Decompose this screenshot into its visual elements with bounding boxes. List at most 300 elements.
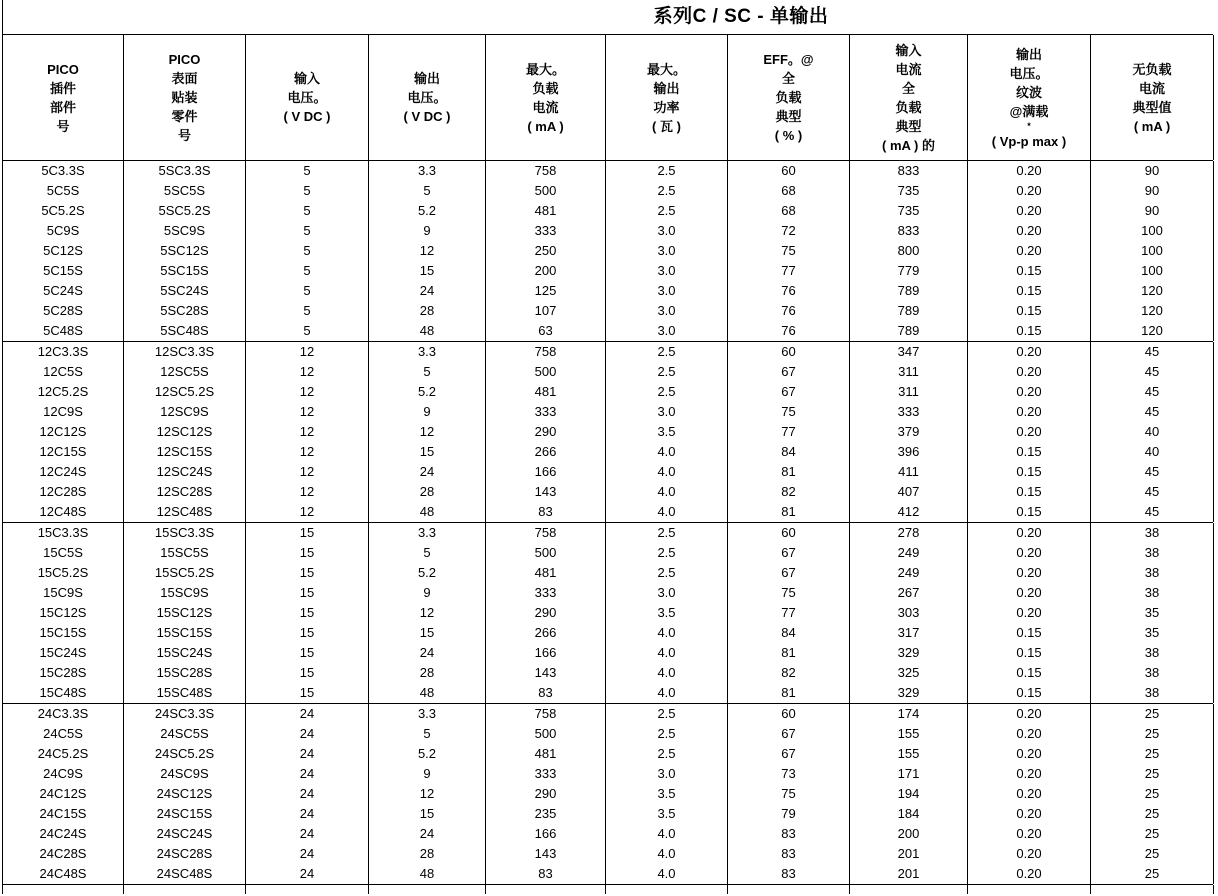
cell: 4.0 — [606, 643, 728, 663]
cell: 5 — [369, 724, 486, 744]
cell: 166 — [486, 462, 606, 482]
cell: 63 — [486, 321, 606, 341]
cell: 24 — [246, 844, 369, 864]
cell: 24 — [369, 824, 486, 844]
voltage-group-24v — [2, 703, 1213, 884]
empty-cell — [728, 885, 850, 894]
cell: 333 — [486, 583, 606, 603]
cell: 4.0 — [606, 462, 728, 482]
cell: 12 — [246, 442, 369, 462]
cell: 75 — [728, 784, 850, 804]
cell: 5C3.3S — [3, 161, 124, 181]
cell: 2.5 — [606, 523, 728, 543]
cell: 24 — [246, 784, 369, 804]
cell: 800 — [850, 241, 968, 261]
cell: 15C3.3S — [3, 523, 124, 543]
cell: 4.0 — [606, 482, 728, 502]
cell: 15SC28S — [124, 663, 246, 683]
cell: 0.20 — [968, 362, 1091, 382]
table-row — [2, 382, 1213, 402]
cell: 120 — [1091, 321, 1214, 341]
cell: 735 — [850, 201, 968, 221]
cell: 379 — [850, 422, 968, 442]
cell: 15SC5S — [124, 543, 246, 563]
cell: 24 — [369, 462, 486, 482]
cell: 5 — [246, 181, 369, 201]
cell: 2.5 — [606, 201, 728, 221]
header-line: 输出 — [413, 71, 440, 86]
table-row — [2, 563, 1213, 583]
table-row — [2, 221, 1213, 241]
cell: 235 — [486, 804, 606, 824]
cell: 67 — [728, 563, 850, 583]
cell: 3.0 — [606, 583, 728, 603]
cell: 249 — [850, 543, 968, 563]
cell: 201 — [850, 844, 968, 864]
table-row — [2, 422, 1213, 442]
column-header-max-output-power — [606, 35, 728, 160]
table-row — [2, 543, 1213, 563]
cell: 290 — [486, 784, 606, 804]
cell: 3.0 — [606, 321, 728, 341]
cell: 3.5 — [606, 804, 728, 824]
cell: 76 — [728, 281, 850, 301]
header-line: PICO — [168, 52, 201, 67]
cell: 25 — [1091, 824, 1214, 844]
cell: 24 — [369, 643, 486, 663]
cell: 15 — [246, 523, 369, 543]
cell: 60 — [728, 342, 850, 362]
cell: 12SC9S — [124, 402, 246, 422]
cell: 5SC24S — [124, 281, 246, 301]
table-row — [2, 462, 1213, 482]
cell: 15SC48S — [124, 683, 246, 703]
table-row — [2, 583, 1213, 603]
header-line: @满载 — [1009, 103, 1049, 119]
cell: 481 — [486, 744, 606, 764]
cell: 77 — [728, 422, 850, 442]
cell: 481 — [486, 201, 606, 221]
header-line: ( V DC ) — [283, 109, 331, 124]
table-row — [2, 744, 1213, 764]
cell: 15 — [369, 804, 486, 824]
cell: 12C5.2S — [3, 382, 124, 402]
cell: 24SC5.2S — [124, 744, 246, 764]
column-header-output-voltage — [369, 35, 486, 160]
cell: 0.20 — [968, 764, 1091, 784]
column-header-pico-plugin-part-number — [3, 35, 124, 160]
cell: 166 — [486, 643, 606, 663]
cell: 5.2 — [369, 382, 486, 402]
empty-cell — [246, 885, 369, 894]
header-line: 部件 — [49, 99, 76, 115]
cell: 15SC3.3S — [124, 523, 246, 543]
cell: 0.20 — [968, 844, 1091, 864]
cell: 82 — [728, 482, 850, 502]
table-row — [2, 201, 1213, 221]
cell: 194 — [850, 784, 968, 804]
table-row — [2, 864, 1213, 884]
cell: 15C15S — [3, 623, 124, 643]
table-row — [2, 402, 1213, 422]
header-line: 电压。 — [407, 90, 447, 105]
cell: 3.0 — [606, 402, 728, 422]
cell: 200 — [486, 261, 606, 281]
header-line: ( V DC ) — [403, 109, 451, 124]
cell: 38 — [1091, 683, 1214, 703]
cell: 15 — [246, 583, 369, 603]
cell: 0.20 — [968, 382, 1091, 402]
table-row — [2, 603, 1213, 623]
cell: 347 — [850, 342, 968, 362]
cell: 5C24S — [3, 281, 124, 301]
cell: 266 — [486, 623, 606, 643]
cell: 0.20 — [968, 161, 1091, 181]
cell: 24C24S — [3, 824, 124, 844]
cell: 79 — [728, 804, 850, 824]
table-header-row — [2, 35, 1213, 161]
header-line: ( mA ) — [1133, 118, 1171, 134]
cell: 317 — [850, 623, 968, 643]
cell: 0.15 — [968, 281, 1091, 301]
cell: 329 — [850, 683, 968, 703]
cell: 329 — [850, 643, 968, 663]
empty-cell — [3, 885, 124, 894]
cell: 0.15 — [968, 623, 1091, 643]
cell: 290 — [486, 603, 606, 623]
cell: 12 — [246, 342, 369, 362]
cell: 5SC9S — [124, 221, 246, 241]
cell: 311 — [850, 382, 968, 402]
cell: 12 — [246, 482, 369, 502]
cell: 5C5.2S — [3, 201, 124, 221]
cell: 68 — [728, 181, 850, 201]
cell: 0.15 — [968, 442, 1091, 462]
cell: 200 — [850, 824, 968, 844]
header-line: ( 瓦 ) — [652, 118, 681, 134]
cell: 12SC28S — [124, 482, 246, 502]
table-row — [2, 704, 1213, 724]
header-line: 负载 — [775, 90, 802, 105]
cell: 758 — [486, 704, 606, 724]
cell: 4.0 — [606, 824, 728, 844]
cell: 24 — [246, 824, 369, 844]
cell: 40 — [1091, 442, 1214, 462]
cell: 2.5 — [606, 724, 728, 744]
cell: 28 — [369, 301, 486, 321]
table-row — [2, 482, 1213, 502]
empty-cell — [1091, 885, 1214, 894]
cell: 5 — [246, 241, 369, 261]
cell: 333 — [486, 402, 606, 422]
empty-cell — [850, 885, 968, 894]
cell: 90 — [1091, 161, 1214, 181]
cell: 166 — [486, 824, 606, 844]
column-header-efficiency-full-load — [728, 35, 850, 160]
header-line: 电压。 — [287, 90, 327, 105]
cell: 25 — [1091, 704, 1214, 724]
cell: 84 — [728, 442, 850, 462]
cell: 396 — [850, 442, 968, 462]
cell: 38 — [1091, 543, 1214, 563]
cell: 833 — [850, 221, 968, 241]
cell: 5C15S — [3, 261, 124, 281]
cell: 5C12S — [3, 241, 124, 261]
cell: 83 — [486, 683, 606, 703]
cell: 12 — [246, 422, 369, 442]
table-row — [2, 161, 1213, 181]
header-line: 号 — [56, 118, 70, 134]
cell: 5.2 — [369, 563, 486, 583]
cell: 15 — [246, 603, 369, 623]
cell: 12 — [246, 462, 369, 482]
cell: 81 — [728, 683, 850, 703]
header-line: 最大。 — [525, 61, 565, 77]
cell: 0.20 — [968, 342, 1091, 362]
cell: 83 — [486, 502, 606, 522]
cell: 0.15 — [968, 462, 1091, 482]
table-row — [2, 523, 1213, 543]
cell: 0.15 — [968, 482, 1091, 502]
cell: 12C28S — [3, 482, 124, 502]
cell: 9 — [369, 583, 486, 603]
cell: 481 — [486, 382, 606, 402]
cell: 201 — [850, 864, 968, 884]
cell: 3.3 — [369, 342, 486, 362]
cell: 25 — [1091, 724, 1214, 744]
cell: 72 — [728, 221, 850, 241]
cell: 15SC15S — [124, 623, 246, 643]
cell: 0.20 — [968, 523, 1091, 543]
cell: 5SC28S — [124, 301, 246, 321]
cell: 0.20 — [968, 804, 1091, 824]
cell: 12SC24S — [124, 462, 246, 482]
cell: 333 — [850, 402, 968, 422]
cell: 15 — [246, 683, 369, 703]
cell: 75 — [728, 241, 850, 261]
cell: 143 — [486, 663, 606, 683]
cell: 12SC12S — [124, 422, 246, 442]
header-line: 输入 — [895, 42, 922, 58]
header-line: ( mA ) — [527, 118, 564, 134]
header-line: 典型值 — [1132, 99, 1172, 115]
header-line: ( mA ) 的 — [882, 137, 935, 153]
cell: 24C15S — [3, 804, 124, 824]
cell: 15C5.2S — [3, 563, 124, 583]
partial-row-cut-off — [2, 884, 1213, 894]
cell: 278 — [850, 523, 968, 543]
cell: 77 — [728, 261, 850, 281]
cell: 25 — [1091, 844, 1214, 864]
cell: 184 — [850, 804, 968, 824]
cell: 735 — [850, 181, 968, 201]
table-row — [2, 502, 1213, 522]
cell: 4.0 — [606, 442, 728, 462]
header-line: 典型 — [775, 109, 802, 124]
header-line: 全 — [781, 71, 795, 86]
cell: 15 — [369, 442, 486, 462]
cell: 45 — [1091, 502, 1214, 522]
cell: 76 — [728, 301, 850, 321]
cell: 174 — [850, 704, 968, 724]
cell: 5SC5S — [124, 181, 246, 201]
cell: 3.0 — [606, 261, 728, 281]
cell: 2.5 — [606, 181, 728, 201]
cell: 100 — [1091, 241, 1214, 261]
cell: 0.20 — [968, 241, 1091, 261]
cell: 45 — [1091, 402, 1214, 422]
cell: 25 — [1091, 804, 1214, 824]
cell: 333 — [486, 221, 606, 241]
cell: 15SC12S — [124, 603, 246, 623]
cell: 45 — [1091, 462, 1214, 482]
cell: 24C28S — [3, 844, 124, 864]
header-line: 无负载 — [1132, 61, 1172, 77]
cell: 24SC48S — [124, 864, 246, 884]
header-line: 输入 — [293, 71, 320, 86]
cell: 0.15 — [968, 321, 1091, 341]
cell: 833 — [850, 161, 968, 181]
cell: 5C9S — [3, 221, 124, 241]
cell: 24C12S — [3, 784, 124, 804]
cell: 3.0 — [606, 301, 728, 321]
cell: 0.20 — [968, 784, 1091, 804]
header-line: 输出 — [1015, 46, 1042, 62]
cell: 3.0 — [606, 281, 728, 301]
cell: 38 — [1091, 663, 1214, 683]
cell: 0.20 — [968, 201, 1091, 221]
cell: 2.5 — [606, 704, 728, 724]
cell: 758 — [486, 342, 606, 362]
cell: 24 — [369, 281, 486, 301]
table-row — [2, 663, 1213, 683]
header-line: * — [1027, 120, 1031, 131]
table-row — [2, 181, 1213, 201]
cell: 500 — [486, 362, 606, 382]
cell: 0.15 — [968, 301, 1091, 321]
cell: 0.20 — [968, 824, 1091, 844]
cell: 24 — [246, 864, 369, 884]
table-body — [2, 161, 1213, 884]
cell: 35 — [1091, 603, 1214, 623]
cell: 5C48S — [3, 321, 124, 341]
cell: 4.0 — [606, 502, 728, 522]
cell: 407 — [850, 482, 968, 502]
cell: 15C48S — [3, 683, 124, 703]
cell: 5 — [369, 543, 486, 563]
header-line: PICO — [47, 61, 79, 77]
cell: 12SC15S — [124, 442, 246, 462]
header-line: 插件 — [49, 80, 76, 96]
cell: 3.0 — [606, 221, 728, 241]
cell: 2.5 — [606, 563, 728, 583]
table-row — [2, 281, 1213, 301]
cell: 28 — [369, 663, 486, 683]
table-row — [2, 261, 1213, 281]
cell: 4.0 — [606, 844, 728, 864]
cell: 28 — [369, 844, 486, 864]
cell: 83 — [728, 864, 850, 884]
cell: 24C5S — [3, 724, 124, 744]
cell: 15 — [246, 623, 369, 643]
empty-cell — [606, 885, 728, 894]
cell: 15C24S — [3, 643, 124, 663]
cell: 67 — [728, 362, 850, 382]
cell: 100 — [1091, 221, 1214, 241]
cell: 143 — [486, 844, 606, 864]
cell: 25 — [1091, 764, 1214, 784]
empty-cell — [486, 885, 606, 894]
cell: 73 — [728, 764, 850, 784]
column-header-input-voltage — [246, 35, 369, 160]
cell: 67 — [728, 744, 850, 764]
cell: 0.15 — [968, 683, 1091, 703]
cell: 0.20 — [968, 583, 1091, 603]
cell: 45 — [1091, 342, 1214, 362]
cell: 0.20 — [968, 724, 1091, 744]
cell: 2.5 — [606, 543, 728, 563]
cell: 12 — [246, 362, 369, 382]
cell: 12C12S — [3, 422, 124, 442]
cell: 3.3 — [369, 523, 486, 543]
empty-cell — [968, 885, 1091, 894]
cell: 15SC5.2S — [124, 563, 246, 583]
table-row — [2, 844, 1213, 864]
cell: 25 — [1091, 744, 1214, 764]
header-line: 表面 — [171, 71, 198, 86]
cell: 500 — [486, 543, 606, 563]
cell: 481 — [486, 563, 606, 583]
cell: 24 — [246, 744, 369, 764]
cell: 12C9S — [3, 402, 124, 422]
table-row — [2, 804, 1213, 824]
cell: 0.20 — [968, 704, 1091, 724]
cell: 12 — [369, 422, 486, 442]
cell: 171 — [850, 764, 968, 784]
cell: 38 — [1091, 643, 1214, 663]
cell: 411 — [850, 462, 968, 482]
cell: 76 — [728, 321, 850, 341]
cell: 67 — [728, 382, 850, 402]
cell: 2.5 — [606, 342, 728, 362]
cell: 25 — [1091, 864, 1214, 884]
cell: 758 — [486, 161, 606, 181]
cell: 5SC5.2S — [124, 201, 246, 221]
cell: 4.0 — [606, 864, 728, 884]
table-row — [2, 362, 1213, 382]
cell: 4.0 — [606, 663, 728, 683]
table-row — [2, 301, 1213, 321]
cell: 155 — [850, 724, 968, 744]
cell: 0.15 — [968, 502, 1091, 522]
cell: 12 — [246, 382, 369, 402]
cell: 5.2 — [369, 201, 486, 221]
header-line: 电流 — [1138, 80, 1165, 96]
cell: 12SC48S — [124, 502, 246, 522]
cell: 90 — [1091, 181, 1214, 201]
cell: 38 — [1091, 583, 1214, 603]
cell: 83 — [486, 864, 606, 884]
cell: 5 — [369, 362, 486, 382]
cell: 15C9S — [3, 583, 124, 603]
cell: 3.5 — [606, 784, 728, 804]
cell: 12C3.3S — [3, 342, 124, 362]
header-line: 零件 — [171, 109, 198, 124]
header-line: EFF。@ — [763, 52, 814, 67]
cell: 5SC15S — [124, 261, 246, 281]
cell: 5 — [246, 221, 369, 241]
cell: 0.20 — [968, 864, 1091, 884]
